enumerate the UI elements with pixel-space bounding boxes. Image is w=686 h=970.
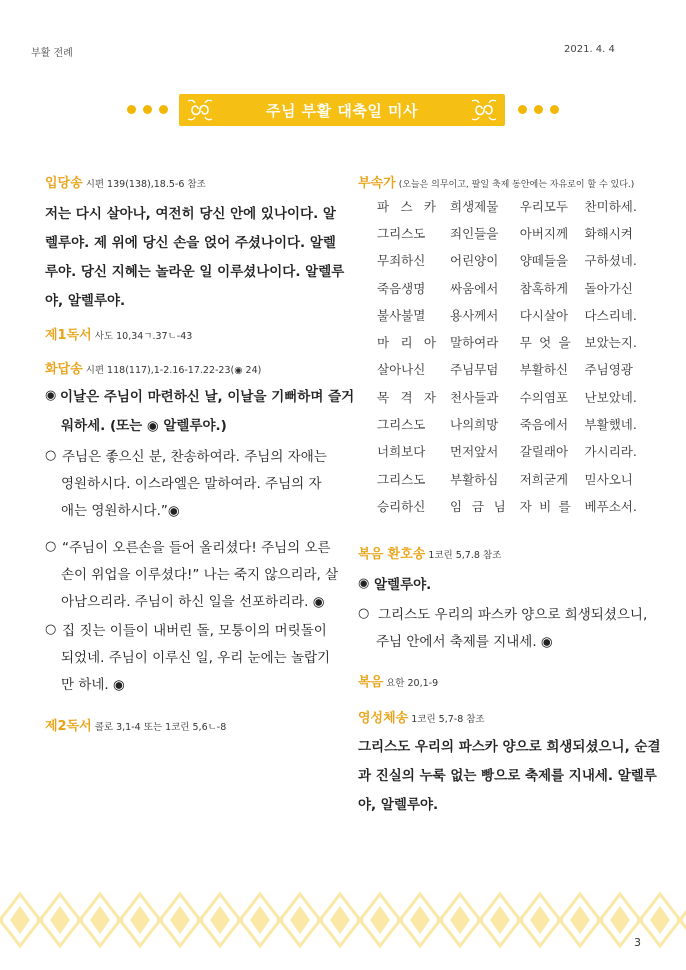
dot-ornament (534, 105, 543, 114)
hymn-cell: 나의희망 (450, 417, 499, 433)
hymn-cell: 부활하심 (450, 471, 499, 487)
hymn-cell: 구하셨네. (584, 253, 637, 269)
hymn-cell: 마 리 아 (377, 335, 436, 351)
scroll-ornament-icon (469, 97, 499, 123)
verse-mark: ○ (45, 622, 57, 637)
section-label: 입당송 (45, 176, 83, 191)
entrance-antiphon (45, 200, 344, 316)
psalm-verse-line: 아남으리라. 주님이 하신 일을 선포하리라. ◉ (61, 594, 325, 610)
hymn-cell: 주님영광 (584, 362, 633, 378)
section-reference: 시편 118(117),1-2.16-17.22-23(◉ 24) (85, 365, 262, 376)
sequence-hymn (377, 192, 637, 520)
lattice-motif (560, 894, 603, 946)
hymn-cell: 말하여라 (450, 335, 499, 351)
gospel-acclamation-heading (358, 543, 501, 562)
hymn-row (377, 438, 637, 465)
communion-heading (358, 707, 485, 726)
dot-ornament (143, 105, 152, 114)
banner-title: 주님 부활 대축일 미사 (265, 102, 419, 120)
text-line: 렐루야. 제 위에 당신 손을 얹어 주셨나이다. 알렐 (45, 235, 336, 251)
reading1-heading (45, 324, 192, 343)
hymn-cell: 용사께서 (450, 307, 499, 323)
section-reference: 콜로 3,1-4 또는 1코린 5,6ㄴ-8 (94, 722, 227, 733)
hymn-cell: 주님무덤 (450, 362, 499, 378)
psalm-refrain-line: 워하세. (또는 ◉ 알렐루야.) (61, 418, 227, 434)
hymn-row (377, 356, 637, 383)
header-date: 2021. 4. 4 (564, 44, 615, 55)
hymn-cell: 찬미하세. (584, 198, 637, 214)
hymn-row (377, 465, 637, 492)
hymn-cell: 무 엇 을 (519, 335, 571, 351)
hymn-row (377, 274, 637, 301)
hymn-cell: 부활하신 (519, 362, 569, 378)
section-note: (오늘은 의무이고, 팔일 축제 동안에는 자유로이 할 수 있다.) (398, 180, 635, 190)
hymn-row (377, 383, 637, 410)
communion-antiphon (358, 733, 661, 820)
hymn-cell: 보았는지. (584, 335, 637, 351)
section-label: 부속가 (358, 176, 396, 191)
section-reference: 1코린 5,7-8 참조 (411, 714, 485, 725)
hymn-cell: 죽음생명 (377, 280, 426, 296)
psalm-verse-line: 영원하시다. 이스라엘은 말하여라. 주님의 자 (61, 476, 322, 492)
lattice-motif (80, 894, 123, 946)
hymn-cell: 무죄하신 (377, 253, 426, 269)
hymn-cell: 부활했네. (584, 417, 637, 433)
section-reference: 시편 139(138),18.5-6 참조 (85, 179, 206, 190)
section-reference: 요한 20,1-9 (386, 678, 439, 689)
hymn-cell: 천사들과 (450, 389, 499, 405)
text-line: 야, 알렐루야. (45, 293, 126, 309)
hymn-cell: 목 격 자 (377, 389, 436, 405)
psalm-heading (45, 358, 261, 377)
hymn-cell: 죽음에서 (519, 417, 569, 433)
lattice-motif (520, 894, 563, 946)
hymn-cell: 믿사오니 (584, 471, 633, 487)
text-line: 과 진실의 누룩 없는 빵으로 축제를 지내세. 알렐루 (358, 768, 657, 784)
entrance-heading (45, 172, 206, 191)
lattice-motif (40, 894, 83, 946)
hymn-cell: 우리모두 (519, 198, 569, 214)
hymn-row (377, 410, 637, 437)
hymn-cell: 어린양이 (450, 253, 499, 269)
section-label: 화답송 (45, 362, 83, 377)
hymn-cell: 자 비 를 (519, 498, 571, 514)
hymn-cell: 갈릴래아 (519, 444, 569, 460)
hymn-cell: 싸움에서 (450, 280, 499, 296)
acclamation-verse-line: 주님 안에서 축제를 지내세. ◉ (376, 634, 553, 650)
section-label: 복음 (358, 675, 384, 690)
hymn-cell: 너희보다 (377, 444, 426, 460)
sequence-heading (358, 172, 634, 191)
section-label: 복음 환호송 (358, 547, 426, 562)
hymn-row (377, 328, 637, 355)
page-number: 3 (634, 936, 641, 949)
psalm-verse-line: 손이 위업을 이루셨다!” 나는 죽지 않으리라, 살 (61, 567, 339, 583)
psalm-verse-line: 집 짓는 이들이 내버린 돌, 모퉁이의 머릿돌이 (62, 623, 327, 639)
hymn-cell: 아버지께 (519, 225, 569, 241)
hymn-cell: 수의염포 (519, 389, 569, 405)
lattice-motif (0, 894, 43, 946)
hymn-cell: 그리스도 (377, 417, 426, 433)
hymn-cell: 먼저앞서 (450, 444, 499, 460)
hymn-cell: 살아나신 (377, 362, 426, 378)
lattice-motif (120, 894, 163, 946)
hymn-cell: 그리스도 (377, 225, 426, 241)
psalm-verse-line: “주님이 오른손을 들어 올리셨다! 주님의 오른 (62, 540, 331, 556)
lattice-motif (360, 894, 403, 946)
section-reference: 1코린 5,7.8 참조 (428, 550, 502, 561)
lattice-motif (160, 894, 203, 946)
lattice-motif (440, 894, 483, 946)
acclamation-verse-line: 그리스도 우리의 파스카 양으로 희생되셨으니, (378, 607, 648, 623)
lattice-motif (640, 894, 683, 946)
psalm-verse-line: 주님은 좋으신 분, 찬송하여라. 주님의 자애는 (62, 449, 327, 465)
hymn-cell: 희생제물 (450, 198, 499, 214)
text-line: 그리스도 우리의 파스카 양으로 희생되셨으니, 순결 (358, 739, 661, 755)
hymn-cell: 불사불멸 (377, 307, 426, 323)
hymn-cell: 참혹하게 (519, 280, 569, 296)
lattice-motif (240, 894, 283, 946)
hymn-cell: 저희굳게 (519, 471, 569, 487)
psalm-refrain-line: 이날은 주님이 마련하신 날, 이날을 기뻐하며 즐거 (60, 389, 355, 405)
hymn-cell: 승리하신 (377, 498, 426, 514)
text-line: 야, 알렐루야. (358, 797, 439, 813)
section-label: 제2독서 (45, 719, 92, 734)
verse-mark: ○ (45, 448, 57, 463)
hymn-cell: 다스리네. (584, 307, 637, 323)
section-reference: 사도 10,34ㄱ.37ㄴ-43 (94, 331, 193, 342)
title-banner-row (0, 94, 686, 126)
hymn-cell: 그리스도 (377, 471, 426, 487)
lattice-motif (200, 894, 243, 946)
dot-ornament (159, 105, 168, 114)
hymn-cell: 양떼들을 (519, 253, 569, 269)
hymn-cell: 죄인들을 (450, 225, 499, 241)
refrain-mark: ◉ (45, 388, 57, 403)
psalm-verse-line: 되었네. 주님이 이루신 일, 우리 눈에는 놀랍기 (61, 650, 331, 666)
text-line: 저는 다시 살아나, 여전히 당신 안에 있나이다. 알 (45, 206, 336, 222)
hymn-row (377, 247, 637, 274)
hymn-cell: 가시리라. (584, 444, 637, 460)
gospel-heading (358, 671, 438, 690)
text-line: 루야. 당신 지혜는 놀라운 일 이루셨나이다. 알렐루 (45, 264, 345, 280)
lattice-motif (480, 894, 523, 946)
hymn-row (377, 219, 637, 246)
hymn-cell: 난보았네. (584, 389, 637, 405)
dot-ornament (127, 105, 136, 114)
section-label: 제1독서 (45, 328, 92, 343)
verse-mark: ○ (45, 539, 57, 554)
hymn-row (377, 492, 637, 519)
hymn-cell: 다시살아 (519, 307, 569, 323)
hymn-cell: 파 스 카 (377, 198, 436, 214)
lattice-motif (400, 894, 443, 946)
hymn-cell: 화해시켜 (584, 225, 633, 241)
hymn-cell: 돌아가신 (584, 280, 633, 296)
lattice-motif (280, 894, 323, 946)
title-banner (179, 94, 505, 126)
hymn-cell: 임 금 님 (450, 498, 506, 514)
hymn-row (377, 301, 637, 328)
dot-ornament (550, 105, 559, 114)
footer-lattice-pattern (0, 890, 686, 950)
lattice-motif (320, 894, 363, 946)
reading2-heading (45, 715, 226, 734)
header-title: 부활 전례 (31, 48, 73, 59)
dot-ornament (518, 105, 527, 114)
hymn-cell: 베푸소서. (584, 498, 637, 514)
psalm-verse-line: 애는 영원하시다.”◉ (61, 503, 180, 519)
psalm-verse-line: 만 하네. ◉ (61, 677, 125, 693)
verse-mark: ○ (358, 606, 370, 621)
hymn-row (377, 192, 637, 219)
section-label: 영성체송 (358, 711, 409, 726)
acclamation-refrain: 알렐루야. (374, 577, 432, 593)
refrain-mark: ◉ (358, 576, 370, 591)
